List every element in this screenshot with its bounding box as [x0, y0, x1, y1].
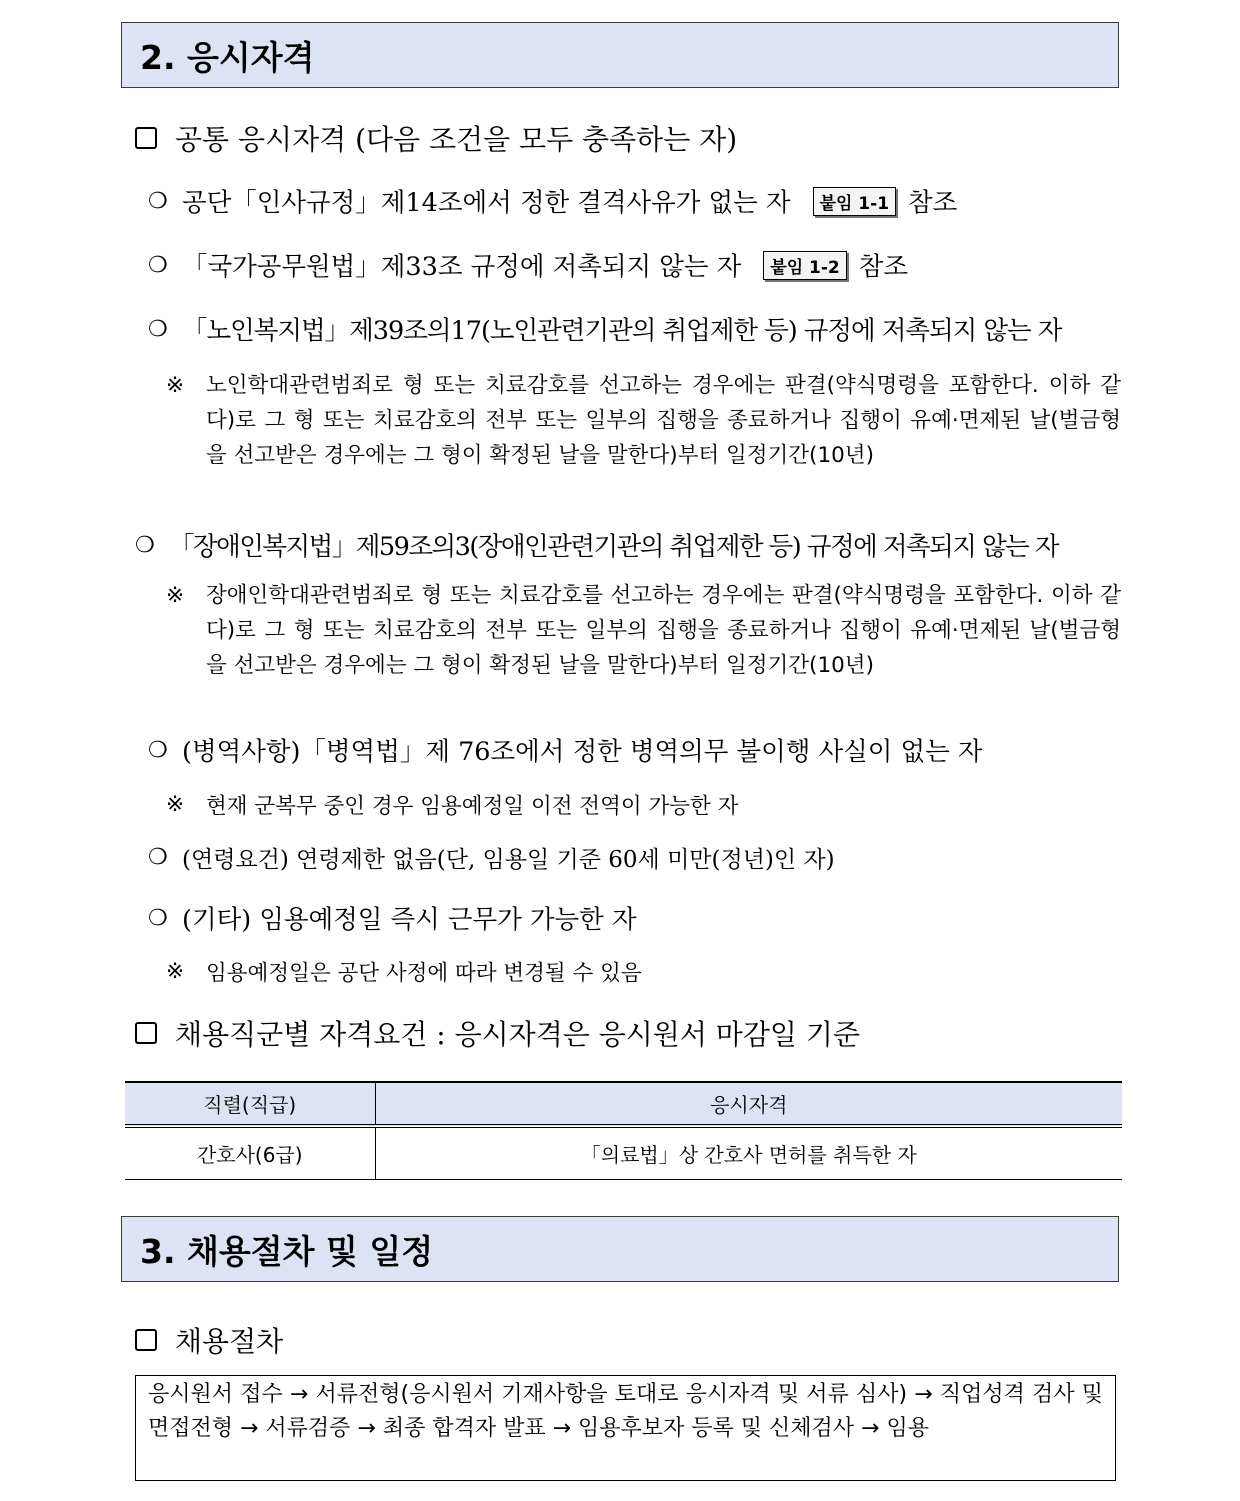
note-item-4: ※ 장애인학대관련범죄로 형 또는 치료감호를 선고하는 경우에는 판결(약식명령을 포함한다. 이하 같다)로 그 형 또는 치료감호의 전부 또는 일부의 집행을 종료하거나 집행이 유예·면제된 날(벌금형을 선고받은 경우에는 그 형이 확정된 날을 말한다)부터 일정기간(10년)	[166, 578, 1121, 683]
section-2-title: 2. 응시자격	[140, 37, 315, 77]
section-3-title: 3. 채용절차 및 일정	[140, 1231, 434, 1271]
note-item-7: ※ 임용예정일은 공단 사정에 따라 변경될 수 있음	[166, 959, 642, 986]
circle-bullet-icon: ❍	[148, 252, 168, 278]
attachment-tag: 붙임 1-1	[813, 187, 896, 216]
note-reference-icon: ※	[166, 583, 185, 608]
circle-bullet-icon: ❍	[148, 845, 168, 870]
qualification-item-7: ❍ (기타) 임용예정일 즉시 근무가 가능한 자	[148, 905, 637, 935]
table-row	[125, 1126, 1122, 1179]
common-qualifications-heading: 공통 응시자격 (다음 조건을 모두 충족하는 자)	[135, 118, 737, 158]
qualification-item-1: ❍ 공단「인사규정」제14조에서 정한 결격사유가 없는 자 붙임 1-1 참조	[148, 188, 958, 218]
column-header-qualification: 응시자격	[375, 1082, 1122, 1126]
checkbox-square-icon	[135, 1329, 157, 1351]
checkbox-square-icon	[135, 1022, 157, 1044]
note-item-5: ※ 현재 군복무 중인 경우 임용예정일 이전 전역이 가능한 자	[166, 792, 739, 819]
cell-qualification: 「의료법」상 간호사 면허를 취득한 자	[375, 1126, 1122, 1179]
column-header-position: 직렬(직급)	[125, 1082, 375, 1126]
note-reference-icon: ※	[166, 959, 185, 984]
qualification-item-6: ❍ (연령요건) 연령제한 없음(단, 임용일 기준 60세 미만(정년)인 자)	[148, 845, 835, 873]
attachment-tag: 붙임 1-2	[763, 251, 846, 280]
process-heading: 채용절차	[135, 1320, 283, 1360]
section-2-header	[121, 22, 1119, 88]
process-flow-text: 응시원서 접수 → 서류전형(응시원서 기재사항을 토대로 응시자격 및 서류 심사) → 직업성격 검사 및 면접전형 → 서류검증 → 최종 합격자 발표 → 임용후보자 등록 및 신체검사 → 임용	[148, 1382, 1103, 1441]
process-flow-box	[135, 1375, 1116, 1481]
circle-bullet-icon: ❍	[148, 905, 168, 931]
checkbox-square-icon	[135, 127, 157, 149]
qualification-item-3: ❍ 「노인복지법」제39조의17(노인관련기관의 취업제한 등) 규정에 저촉되지 않는 자	[148, 316, 1062, 346]
circle-bullet-icon: ❍	[148, 316, 167, 342]
cell-position: 간호사(6급)	[125, 1126, 375, 1179]
qualification-item-5: ❍ (병역사항)「병역법」제 76조에서 정한 병역의무 불이행 사실이 없는 자	[148, 737, 983, 767]
qualification-item-2: ❍ 「국가공무원법」제33조 규정에 저촉되지 않는 자 붙임 1-2 참조	[148, 252, 909, 282]
table-header-row	[125, 1082, 1122, 1126]
note-reference-icon: ※	[166, 373, 185, 398]
circle-bullet-icon: ❍	[148, 188, 168, 214]
circle-bullet-icon: ❍	[148, 737, 168, 763]
section-3-header	[121, 1216, 1119, 1282]
qualification-item-4: ❍ 「장애인복지법」제59조의3(장애인관련기관의 취업제한 등) 규정에 저촉되지 않는 자	[135, 532, 1058, 562]
note-reference-icon: ※	[166, 792, 185, 817]
circle-bullet-icon: ❍	[135, 532, 154, 558]
job-qualifications-heading: 채용직군별 자격요건 : 응시자격은 응시원서 마감일 기준	[135, 1013, 860, 1053]
qualifications-table	[125, 1081, 1122, 1180]
note-item-3: ※ 노인학대관련범죄로 형 또는 치료감호를 선고하는 경우에는 판결(약식명령을 포함한다. 이하 같다)로 그 형 또는 치료감호의 전부 또는 일부의 집행을 종료하거나 집행이 유예·면제된 날(벌금형을 선고받은 경우에는 그 형이 확정된 날을 말한다)부터 일정기간(10년)	[166, 368, 1121, 473]
